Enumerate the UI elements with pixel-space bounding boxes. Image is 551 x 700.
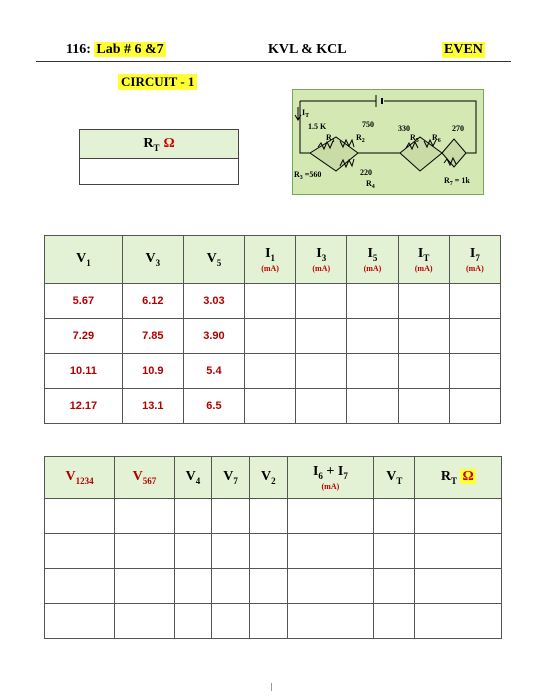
table-cell: 3.90 [183, 319, 244, 354]
measurements-table-1 [44, 235, 501, 424]
header-subscript: T [423, 252, 430, 263]
table-cell: 5.4 [183, 354, 244, 389]
table1-header-4 [296, 236, 347, 284]
table-cell[interactable] [296, 389, 347, 424]
r2-value: 750 [362, 120, 374, 129]
table2-header-row [45, 457, 502, 499]
table-row [45, 354, 501, 389]
r4-value: 220 [360, 168, 372, 177]
table-cell[interactable] [115, 604, 174, 639]
r5-value: 330 [398, 124, 410, 133]
table-cell[interactable] [115, 534, 174, 569]
topic-title: KVL & KCL [268, 42, 347, 57]
table-cell[interactable] [45, 604, 115, 639]
rt-box [79, 129, 239, 185]
table-cell[interactable] [244, 284, 295, 319]
table-cell[interactable] [249, 499, 287, 534]
header-symbol: I [417, 245, 424, 261]
table2-header-4 [249, 457, 287, 499]
table-cell[interactable] [415, 604, 502, 639]
table-cell[interactable] [287, 499, 374, 534]
table-cell[interactable] [249, 604, 287, 639]
header-subscript: T [450, 475, 457, 486]
table1-header-row [45, 236, 501, 284]
r7-label: $R_7 = 1k$ [444, 176, 470, 187]
table-cell[interactable] [374, 499, 415, 534]
rt-label: $R_T$ [143, 135, 160, 153]
table-cell[interactable] [449, 319, 500, 354]
table-cell[interactable] [174, 534, 212, 569]
table-row [45, 499, 502, 534]
table2-header-7 [415, 457, 502, 499]
header-unit: (mA) [321, 482, 340, 492]
table-cell[interactable] [244, 354, 295, 389]
r1-label: $R_1$ [326, 133, 335, 144]
r5-label: $R_5$ [410, 133, 419, 144]
table-row [45, 569, 502, 604]
table-cell[interactable] [244, 319, 295, 354]
table-cell[interactable] [296, 284, 347, 319]
table1-header-1 [122, 236, 183, 284]
header-subscript: 4 [195, 475, 201, 486]
header-unit: (mA) [261, 264, 279, 274]
table2-header-2 [174, 457, 212, 499]
lab-number: 116: [66, 42, 91, 57]
omega-symbol: Ω [462, 469, 474, 485]
page-marker [271, 683, 272, 691]
table2-header-1 [115, 457, 174, 499]
header-subscript: 5 [216, 257, 222, 268]
header-subscript: 7 [233, 475, 238, 486]
table-row [45, 284, 501, 319]
table-cell: 12.17 [45, 389, 123, 424]
table-cell[interactable] [249, 534, 287, 569]
header-subscript: 1 [86, 257, 91, 268]
table-cell: 7.29 [45, 319, 123, 354]
table-cell: 5.67 [45, 284, 123, 319]
table-cell: 3.03 [183, 284, 244, 319]
table-cell[interactable] [244, 389, 295, 424]
table2-header-0 [45, 457, 115, 499]
table-cell[interactable] [398, 319, 449, 354]
table-cell[interactable] [347, 319, 398, 354]
table2-header-5 [287, 457, 374, 499]
table-cell: 7.85 [122, 319, 183, 354]
measurements-table-2 [44, 456, 502, 639]
header-subscript: 3 [155, 257, 161, 268]
header-subscript: 1234 [75, 475, 94, 486]
header-plus: + I [322, 463, 344, 479]
header-symbol: I [265, 245, 271, 261]
header-symbol: I [316, 245, 322, 261]
table-cell[interactable] [347, 389, 398, 424]
r6-value: 270 [452, 124, 464, 133]
header-subscript: T [396, 475, 403, 486]
table2-header-6 [374, 457, 415, 499]
table-cell: 6.5 [183, 389, 244, 424]
table-cell[interactable] [249, 569, 287, 604]
table-cell[interactable] [374, 604, 415, 639]
table-cell[interactable] [115, 569, 174, 604]
table-cell[interactable] [174, 604, 212, 639]
header-symbol: V [206, 251, 217, 267]
table-cell[interactable] [347, 284, 398, 319]
table-cell[interactable] [374, 569, 415, 604]
table-cell[interactable] [174, 499, 212, 534]
table-cell[interactable] [449, 354, 500, 389]
table-row [45, 534, 502, 569]
table1-header-5 [347, 236, 398, 284]
table-cell[interactable] [174, 569, 212, 604]
header-unit: (mA) [414, 264, 433, 274]
table-row [45, 604, 502, 639]
table-cell[interactable] [45, 499, 115, 534]
table-cell[interactable] [287, 569, 374, 604]
table-cell[interactable] [347, 354, 398, 389]
r3-label: $R_3 =560$ [294, 170, 322, 181]
header-subscript: 7 [475, 252, 480, 263]
header-rule [36, 61, 511, 62]
header-symbol: I [312, 463, 319, 479]
header-symbol: V [260, 469, 272, 485]
r6-label: $R_6$ [432, 133, 441, 144]
r2-label: $R_2$ [356, 133, 365, 144]
table-cell[interactable] [398, 389, 449, 424]
omega-symbol: Ω [163, 136, 175, 151]
header-subscript: 3 [321, 252, 327, 263]
table-cell[interactable] [45, 569, 115, 604]
header-symbol: I [367, 245, 373, 261]
table-cell[interactable] [212, 534, 250, 569]
header-symbol: V [185, 469, 196, 485]
header-subscript: 1 [270, 252, 276, 263]
table1-header-3 [244, 236, 295, 284]
table-row [45, 389, 501, 424]
circuit-diagram [292, 89, 484, 195]
table-cell[interactable] [212, 604, 250, 639]
table1-header-7 [449, 236, 500, 284]
header-subscript: 6 [318, 470, 323, 481]
header-subscript: 5 [372, 252, 378, 263]
table1-header-0 [45, 236, 123, 284]
table-cell[interactable] [415, 534, 502, 569]
table-cell: 6.12 [122, 284, 183, 319]
header-symbol: I [469, 245, 476, 261]
table-cell: 13.1 [122, 389, 183, 424]
table-cell[interactable] [374, 534, 415, 569]
it-label: $I_T$ [302, 108, 310, 119]
table-cell[interactable] [296, 354, 347, 389]
header-lab-number [66, 42, 166, 58]
header-unit: (mA) [465, 264, 484, 274]
table-cell[interactable] [287, 534, 374, 569]
header-symbol: V [386, 469, 397, 485]
header-unit: (mA) [312, 264, 331, 274]
table-cell[interactable] [287, 604, 374, 639]
header-symbol: V [223, 469, 234, 485]
table-row [45, 319, 501, 354]
table-cell[interactable] [398, 354, 449, 389]
r1-value: 1.5 K [308, 122, 327, 131]
rt-value-cell[interactable] [80, 159, 238, 186]
table1-header-2 [183, 236, 244, 284]
parity-badge: EVEN [444, 42, 483, 57]
lab-title: Lab # 6 &7 [96, 42, 164, 57]
header-symbol: V [76, 251, 87, 267]
table-cell[interactable] [415, 569, 502, 604]
table-cell[interactable] [296, 319, 347, 354]
header-symbol: R [440, 469, 451, 485]
header-subscript-2: 7 [343, 470, 348, 481]
table1-header-6 [398, 236, 449, 284]
header-unit: (mA) [363, 264, 382, 274]
table-cell[interactable] [45, 534, 115, 569]
table2-header-3 [212, 457, 250, 499]
r4-label: $R_4$ [366, 179, 375, 190]
header-symbol: V [65, 469, 76, 485]
table-cell: 10.9 [122, 354, 183, 389]
header-symbol: V [132, 469, 143, 485]
table-cell[interactable] [415, 499, 502, 534]
header-symbol: V [145, 251, 156, 267]
table-cell[interactable] [449, 389, 500, 424]
header-subscript: 2 [271, 475, 276, 486]
rt-box-header [80, 130, 238, 159]
table-cell[interactable] [115, 499, 174, 534]
table-cell[interactable] [398, 284, 449, 319]
header-subscript: 567 [142, 475, 157, 486]
table-cell[interactable] [449, 284, 500, 319]
table-cell[interactable] [212, 499, 250, 534]
table-cell: 10.11 [45, 354, 123, 389]
circuit-title: CIRCUIT - 1 [118, 74, 197, 90]
table-cell[interactable] [212, 569, 250, 604]
